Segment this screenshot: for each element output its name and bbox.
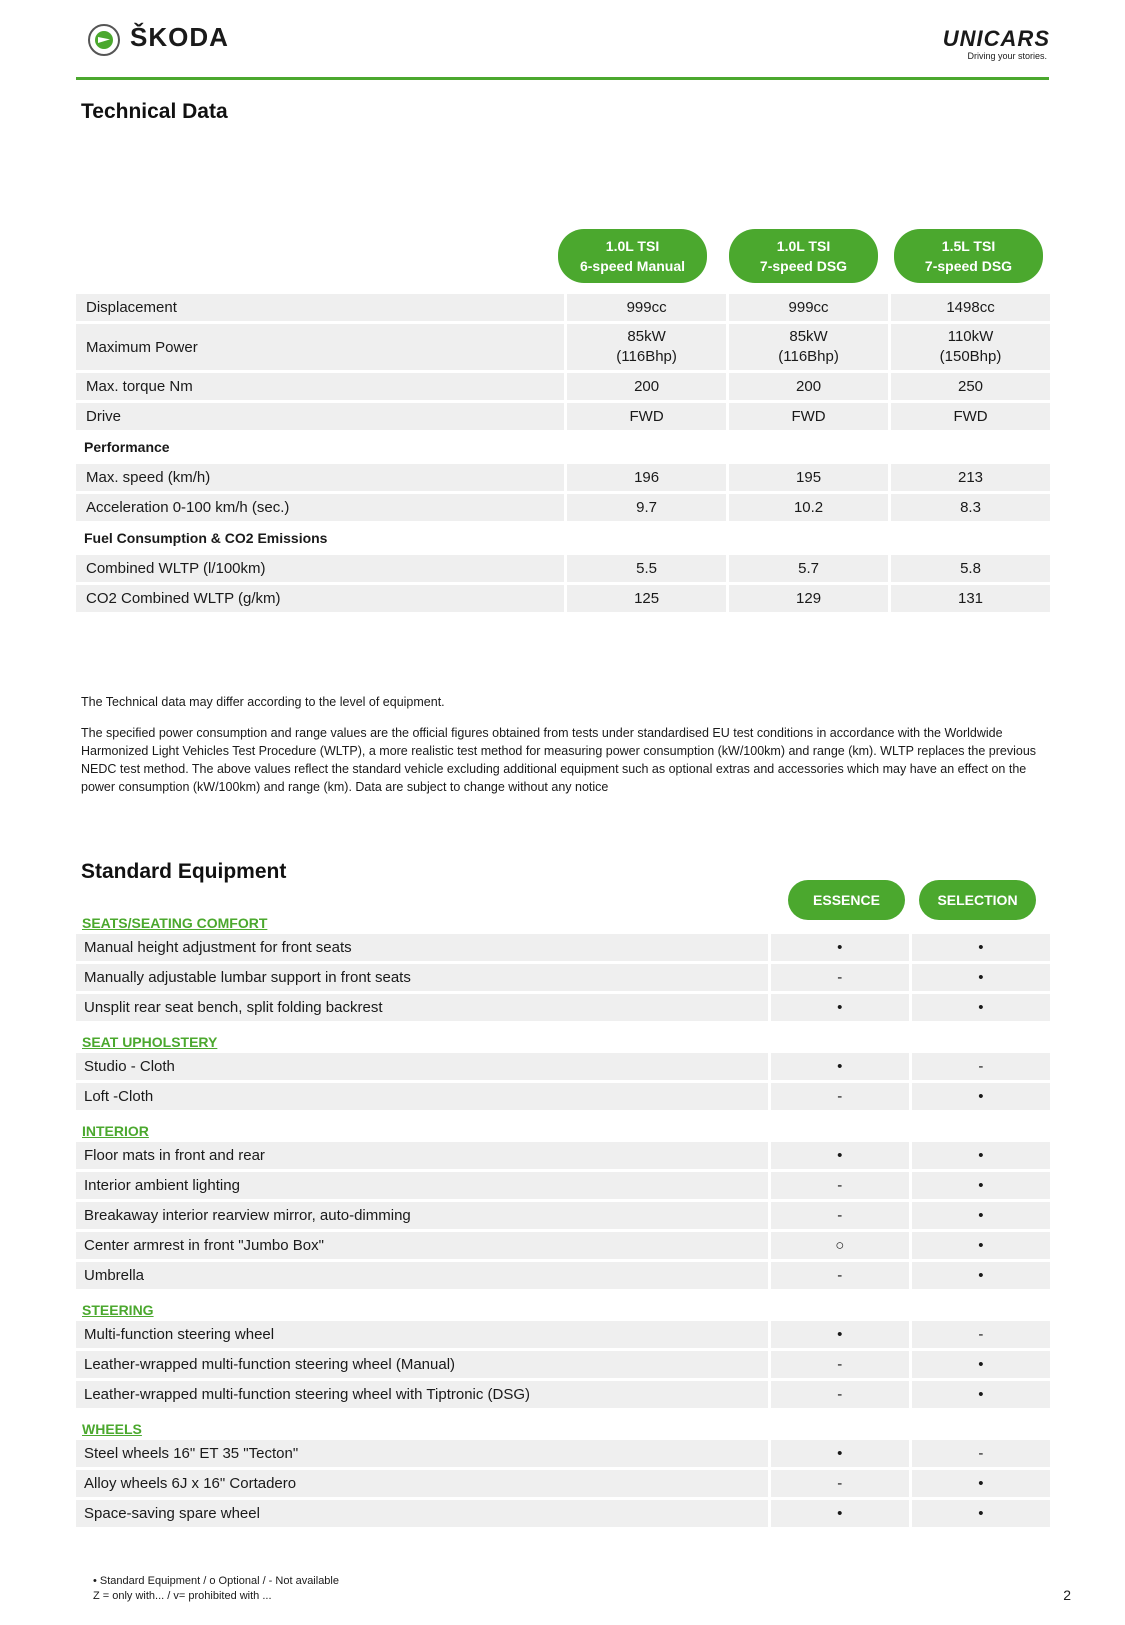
row-label: Acceleration 0-100 km/h (sec.): [76, 494, 564, 521]
table-row: [76, 934, 1050, 961]
row-value: 5.7: [729, 555, 888, 582]
row-value: 196: [567, 464, 726, 491]
technical-title: Technical Data: [81, 100, 228, 123]
row-value: 8.3: [891, 494, 1050, 521]
row-value: •: [912, 1351, 1050, 1378]
row-value: 200: [567, 373, 726, 400]
section-row: [76, 524, 1050, 552]
section-label: Performance: [84, 439, 170, 455]
category-label: SEAT UPHOLSTERY: [82, 1034, 218, 1050]
row-value: -: [771, 1083, 909, 1110]
row-label: Center armrest in front "Jumbo Box": [76, 1232, 768, 1259]
category-label: STEERING: [82, 1302, 154, 1318]
row-value: -: [771, 1172, 909, 1199]
row-value: -: [771, 1381, 909, 1408]
row-value: •: [912, 934, 1050, 961]
row-label: Alloy wheels 6J x 16" Cortadero: [76, 1470, 768, 1497]
row-label: Leather-wrapped multi-function steering wheel with Tiptronic (DSG): [76, 1381, 768, 1408]
row-value: •: [912, 994, 1050, 1021]
row-value: -: [912, 1053, 1050, 1080]
row-value: 5.8: [891, 555, 1050, 582]
row-value: 125: [567, 585, 726, 612]
row-value: •: [771, 1500, 909, 1527]
row-value: FWD: [729, 403, 888, 430]
column-header-1: 1.0L TSI 6-speed Manual: [558, 229, 707, 283]
table-row: [76, 994, 1050, 1021]
table-row: [76, 373, 1050, 400]
row-value: 200: [729, 373, 888, 400]
page-number: 2: [1063, 1587, 1071, 1603]
row-value: FWD: [891, 403, 1050, 430]
row-label: Umbrella: [76, 1262, 768, 1289]
row-value: •: [912, 1172, 1050, 1199]
category-label: SEATS/SEATING COMFORT: [82, 915, 268, 931]
row-value: 999cc: [567, 294, 726, 321]
category-row: [76, 905, 1050, 931]
skoda-logo-icon: [88, 24, 120, 56]
row-label: Interior ambient lighting: [76, 1172, 768, 1199]
row-label: Loft -Cloth: [76, 1083, 768, 1110]
table-row: [76, 403, 1050, 430]
row-label: Unsplit rear seat bench, split folding backrest: [76, 994, 768, 1021]
row-value: •: [771, 1321, 909, 1348]
row-value: 213: [891, 464, 1050, 491]
row-value: -: [771, 1262, 909, 1289]
trim-header-selection: SELECTION: [919, 880, 1036, 920]
row-value: -: [912, 1321, 1050, 1348]
table-row: [76, 964, 1050, 991]
row-value: •: [912, 1142, 1050, 1169]
note-equipment: The Technical data may differ according to the level of equipment.: [81, 695, 445, 709]
row-value: •: [771, 994, 909, 1021]
row-value: 9.7: [567, 494, 726, 521]
row-value: -: [771, 1351, 909, 1378]
table-row: [76, 1142, 1050, 1169]
row-value: •: [912, 1083, 1050, 1110]
row-value: •: [912, 1262, 1050, 1289]
row-value: •: [912, 1202, 1050, 1229]
row-value: 5.5: [567, 555, 726, 582]
row-value: •: [771, 1053, 909, 1080]
table-row: [76, 1053, 1050, 1080]
category-row: [76, 1292, 1050, 1318]
row-value: 999cc: [729, 294, 888, 321]
category-label: INTERIOR: [82, 1123, 149, 1139]
row-label: Leather-wrapped multi-function steering wheel (Manual): [76, 1351, 768, 1378]
row-value: -: [912, 1440, 1050, 1467]
row-value: •: [771, 1142, 909, 1169]
row-value: 195: [729, 464, 888, 491]
row-label: CO2 Combined WLTP (g/km): [76, 585, 564, 612]
row-value: •: [912, 1500, 1050, 1527]
legend-line-2: Z = only with... / v= prohibited with ...: [93, 1590, 272, 1602]
row-value: •: [771, 934, 909, 961]
column-header-2: 1.0L TSI 7-speed DSG: [729, 229, 878, 283]
row-label: Manually adjustable lumbar support in front seats: [76, 964, 768, 991]
technical-table: [73, 291, 1053, 615]
row-label: Max. torque Nm: [76, 373, 564, 400]
table-row: [76, 1202, 1050, 1229]
brand-name: ŠKODA: [130, 22, 229, 52]
row-value: 10.2: [729, 494, 888, 521]
row-value: 129: [729, 585, 888, 612]
table-row: [76, 1351, 1050, 1378]
header-divider: [76, 77, 1049, 80]
row-label: Steel wheels 16" ET 35 "Tecton": [76, 1440, 768, 1467]
row-label: Studio - Cloth: [76, 1053, 768, 1080]
legend: [93, 1574, 339, 1604]
row-label: Combined WLTP (l/100km): [76, 555, 564, 582]
row-value: 1498cc: [891, 294, 1050, 321]
row-value: 131: [891, 585, 1050, 612]
legend-line-1: • Standard Equipment / o Optional / - Not available: [93, 1575, 339, 1587]
row-label: Displacement: [76, 294, 564, 321]
category-label: WHEELS: [82, 1421, 142, 1437]
row-label: Manual height adjustment for front seats: [76, 934, 768, 961]
row-value: -: [771, 964, 909, 991]
table-row: [76, 585, 1050, 612]
equipment-title: Standard Equipment: [81, 860, 287, 883]
row-value: 250: [891, 373, 1050, 400]
table-row: [76, 1470, 1050, 1497]
row-value: FWD: [567, 403, 726, 430]
trim-header-essence: ESSENCE: [788, 880, 905, 920]
table-row: [76, 324, 1050, 370]
table-row: [76, 1262, 1050, 1289]
dealer-logo: UNICARS: [942, 26, 1050, 51]
section-row: [76, 433, 1050, 461]
row-label: Maximum Power: [76, 324, 564, 370]
row-value: •: [912, 1232, 1050, 1259]
row-value: ○: [771, 1232, 909, 1259]
row-label: Space-saving spare wheel: [76, 1500, 768, 1527]
equipment-table: [73, 902, 1053, 1530]
table-row: [76, 555, 1050, 582]
category-row: [76, 1411, 1050, 1437]
row-label: Multi-function steering wheel: [76, 1321, 768, 1348]
row-value: -: [771, 1470, 909, 1497]
table-row: [76, 1440, 1050, 1467]
column-header-3: 1.5L TSI 7-speed DSG: [894, 229, 1043, 283]
table-row: [76, 494, 1050, 521]
table-row: [76, 1232, 1050, 1259]
row-label: Floor mats in front and rear: [76, 1142, 768, 1169]
row-value: -: [771, 1202, 909, 1229]
category-row: [76, 1024, 1050, 1050]
category-row: [76, 1113, 1050, 1139]
row-value: •: [912, 1470, 1050, 1497]
row-value: •: [912, 964, 1050, 991]
table-row: [76, 294, 1050, 321]
table-row: [76, 464, 1050, 491]
note-wltp: The specified power consumption and range values are the official figures obtained from tests under standardised EU test conditions in accordance with the Worldwide Harmonized Light Vehicles Test Procedure (WLTP), a more realistic test method for measuring power consumption (kW/100km) and range (km). WLTP replaces the previous NEDC test method. The above values reflect the standard vehicle excluding additional equipment such as optional extras and accessories which may have an effect on the power consumption (kW/100km) and range (km). Data are subject to change without any notice: [81, 726, 1037, 794]
table-row: [76, 1500, 1050, 1527]
row-value: 85kW (116Bhp): [567, 324, 726, 370]
section-label: Fuel Consumption & CO2 Emissions: [84, 530, 328, 546]
dealer-tagline: Driving your stories.: [967, 51, 1047, 61]
table-row: [76, 1321, 1050, 1348]
row-value: •: [771, 1440, 909, 1467]
table-row: [76, 1083, 1050, 1110]
row-value: 110kW (150Bhp): [891, 324, 1050, 370]
row-label: Breakaway interior rearview mirror, auto-dimming: [76, 1202, 768, 1229]
row-label: Drive: [76, 403, 564, 430]
row-label: Max. speed (km/h): [76, 464, 564, 491]
table-row: [76, 1381, 1050, 1408]
row-value: •: [912, 1381, 1050, 1408]
row-value: 85kW (116Bhp): [729, 324, 888, 370]
table-row: [76, 1172, 1050, 1199]
